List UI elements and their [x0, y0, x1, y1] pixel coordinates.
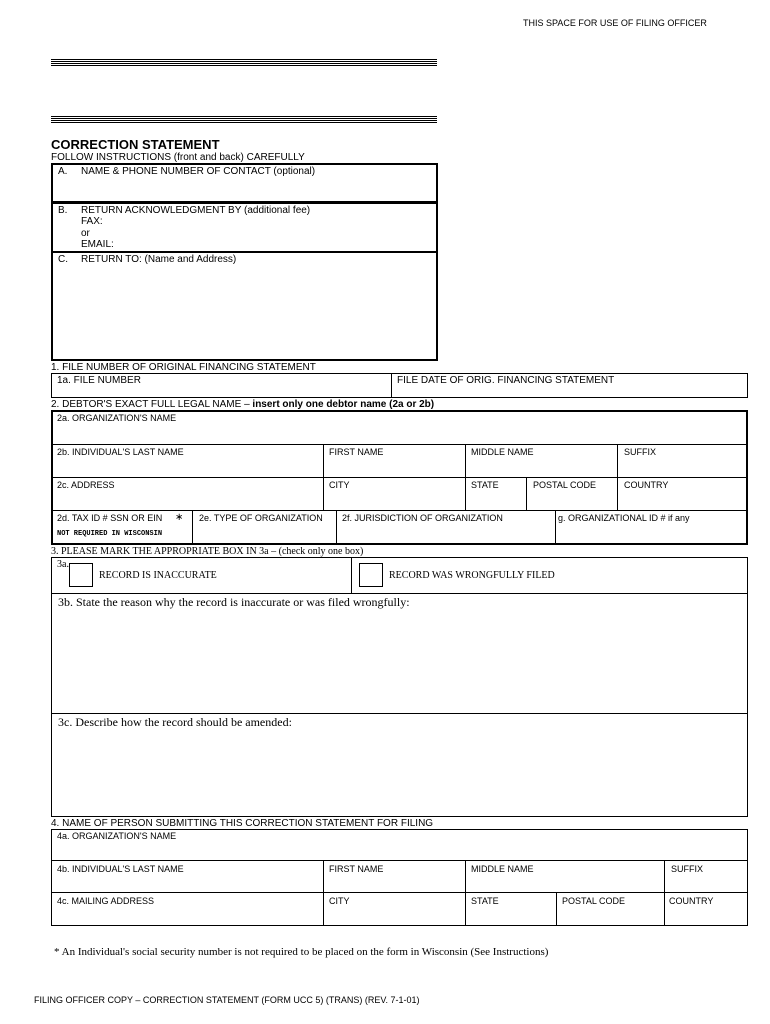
submitter-table: [51, 829, 748, 926]
or-label: or: [81, 228, 90, 239]
section-1-heading: 1. FILE NUMBER OF ORIGINAL FINANCING STATEMENT: [51, 362, 316, 373]
submitter-country-field[interactable]: COUNTRY: [669, 896, 714, 906]
section-3b-label: 3b. State the reason why the record is inaccurate or was filed wrongfully:: [58, 595, 410, 609]
divider: [664, 892, 665, 926]
debtor-last-name-field[interactable]: 2b. INDIVIDUAL'S LAST NAME: [57, 447, 184, 457]
divider: [664, 860, 665, 892]
record-inaccurate-label: RECORD IS INACCURATE: [99, 570, 217, 581]
debtor-middle-name-field[interactable]: MIDDLE NAME: [471, 447, 534, 457]
submitter-city-field[interactable]: CITY: [329, 896, 350, 906]
divider: [52, 510, 747, 511]
divider: [323, 860, 324, 892]
ssn-footnote: * An Individual's social security number is not required to be placed on the form in Wisconsin (See Instructions): [54, 946, 549, 958]
submitter-mailing-address-field[interactable]: 4c. MAILING ADDRESS: [57, 896, 155, 906]
form-footer: FILING OFFICER COPY – CORRECTION STATEMENT (FORM UCC 5) (TRANS) (REV. 7-1-01): [34, 995, 420, 1005]
section-2-heading: [51, 399, 434, 410]
record-wrongfully-filed-label: RECORD WAS WRONGFULLY FILED: [389, 570, 555, 581]
submitter-state-field[interactable]: STATE: [471, 896, 499, 906]
divider: [52, 477, 747, 478]
section-4-heading: 4. NAME OF PERSON SUBMITTING THIS CORRECTION STATEMENT FOR FILING: [51, 818, 434, 829]
divider: [351, 557, 352, 593]
form-instructions: FOLLOW INSTRUCTIONS (front and back) CAREFULLY: [51, 152, 305, 163]
divider: [52, 713, 747, 714]
return-to-box[interactable]: [51, 251, 438, 361]
divider: [465, 477, 466, 510]
submitter-suffix-field[interactable]: SUFFIX: [671, 864, 704, 874]
divider: [52, 892, 747, 893]
section-c-label: RETURN TO: (Name and Address): [81, 254, 237, 265]
debtor-address-field[interactable]: 2c. ADDRESS: [57, 480, 115, 490]
section-2-heading-emphasis: insert only one debtor name (2a or 2b): [252, 399, 435, 410]
section-2-heading-text: 2. DEBTOR'S EXACT FULL LEGAL NAME –: [51, 399, 253, 410]
decorative-rule-top: [51, 59, 437, 66]
amendment-textarea[interactable]: [53, 732, 745, 814]
submitter-last-name-field[interactable]: 4b. INDIVIDUAL'S LAST NAME: [57, 864, 184, 874]
divider: [323, 892, 324, 926]
debtor-tax-id-field[interactable]: 2d. TAX ID # SSN OR EIN: [57, 513, 163, 523]
divider: [192, 510, 193, 545]
submitter-first-name-field[interactable]: FIRST NAME: [329, 864, 384, 874]
section-b-letter: B.: [58, 205, 68, 216]
divider: [52, 444, 747, 445]
debtor-first-name-field[interactable]: FIRST NAME: [329, 447, 384, 457]
decorative-rule-bottom: [51, 116, 437, 123]
submitter-org-name-field[interactable]: 4a. ORGANIZATION'S NAME: [57, 831, 177, 841]
fax-label: FAX:: [81, 216, 103, 227]
debtor-org-id-field[interactable]: g. ORGANIZATIONAL ID # if any: [558, 513, 690, 523]
email-label: EMAIL:: [81, 239, 114, 250]
divider: [617, 444, 618, 477]
debtor-suffix-field[interactable]: SUFFIX: [624, 447, 657, 457]
divider: [555, 510, 556, 545]
divider: [556, 892, 557, 926]
section-a-label: NAME & PHONE NUMBER OF CONTACT (optional): [81, 166, 316, 177]
debtor-country-field[interactable]: COUNTRY: [624, 480, 669, 490]
divider: [617, 477, 618, 510]
divider: [323, 477, 324, 510]
file-number-label[interactable]: 1a. FILE NUMBER: [57, 375, 141, 386]
section-a-letter: A.: [58, 166, 68, 177]
section-3a-label: 3a.: [57, 559, 69, 570]
file-date-label[interactable]: FILE DATE OF ORIG. FINANCING STATEMENT: [397, 375, 615, 386]
divider: [336, 510, 337, 545]
not-required-note: NOT REQUIRED IN WISCONSIN: [57, 530, 163, 538]
debtor-city-field[interactable]: CITY: [329, 480, 350, 490]
divider: [52, 860, 747, 861]
divider: [391, 373, 392, 398]
debtor-org-name-field[interactable]: 2a. ORGANIZATION'S NAME: [57, 413, 177, 423]
divider: [465, 892, 466, 926]
divider: [465, 444, 466, 477]
divider: [323, 444, 324, 477]
submitter-postal-code-field[interactable]: POSTAL CODE: [562, 896, 626, 906]
submitter-middle-name-field[interactable]: MIDDLE NAME: [471, 864, 534, 874]
debtor-org-type-field[interactable]: 2e. TYPE OF ORGANIZATION: [199, 513, 323, 523]
asterisk-mark: ∗: [175, 512, 184, 523]
form-title: CORRECTION STATEMENT: [51, 137, 220, 152]
debtor-postal-code-field[interactable]: POSTAL CODE: [533, 480, 597, 490]
debtor-state-field[interactable]: STATE: [471, 480, 499, 490]
divider: [52, 593, 747, 594]
section-b-label: RETURN ACKNOWLEDGMENT BY (additional fee): [81, 205, 311, 216]
divider: [465, 860, 466, 892]
section-c-letter: C.: [58, 254, 68, 265]
section-3c-label: 3c. Describe how the record should be amended:: [58, 715, 292, 729]
record-wrongfully-filed-checkbox[interactable]: [359, 563, 383, 587]
section-3-heading: 3. PLEASE MARK THE APPROPRIATE BOX IN 3a – (check only one box): [51, 546, 364, 557]
divider: [526, 477, 527, 510]
record-inaccurate-checkbox[interactable]: [69, 563, 93, 587]
debtor-jurisdiction-field[interactable]: 2f. JURISDICTION OF ORGANIZATION: [342, 513, 503, 523]
reason-textarea[interactable]: [53, 612, 745, 710]
filing-officer-space-label: THIS SPACE FOR USE OF FILING OFFICER: [523, 18, 707, 28]
